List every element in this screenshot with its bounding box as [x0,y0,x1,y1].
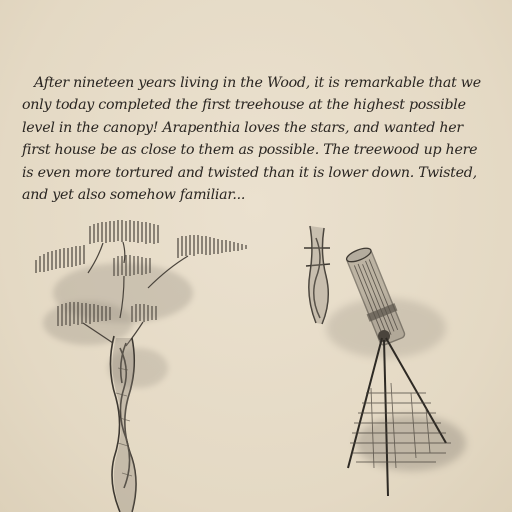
telescope-sketch [296,218,476,508]
twisted-tree-sketch [28,218,260,512]
journal-entry-text: After nineteen years living in the Wood, it is remarkable that we only today completed the first treehouse at the highest possible level in the canopy! Arapenthia loves the stars, and wanted her first house be as close to them as possible. The treewood up here is even more tortured and twisted than it is lower down. Twisted, and yet also somehow familiar... [22,75,481,204]
